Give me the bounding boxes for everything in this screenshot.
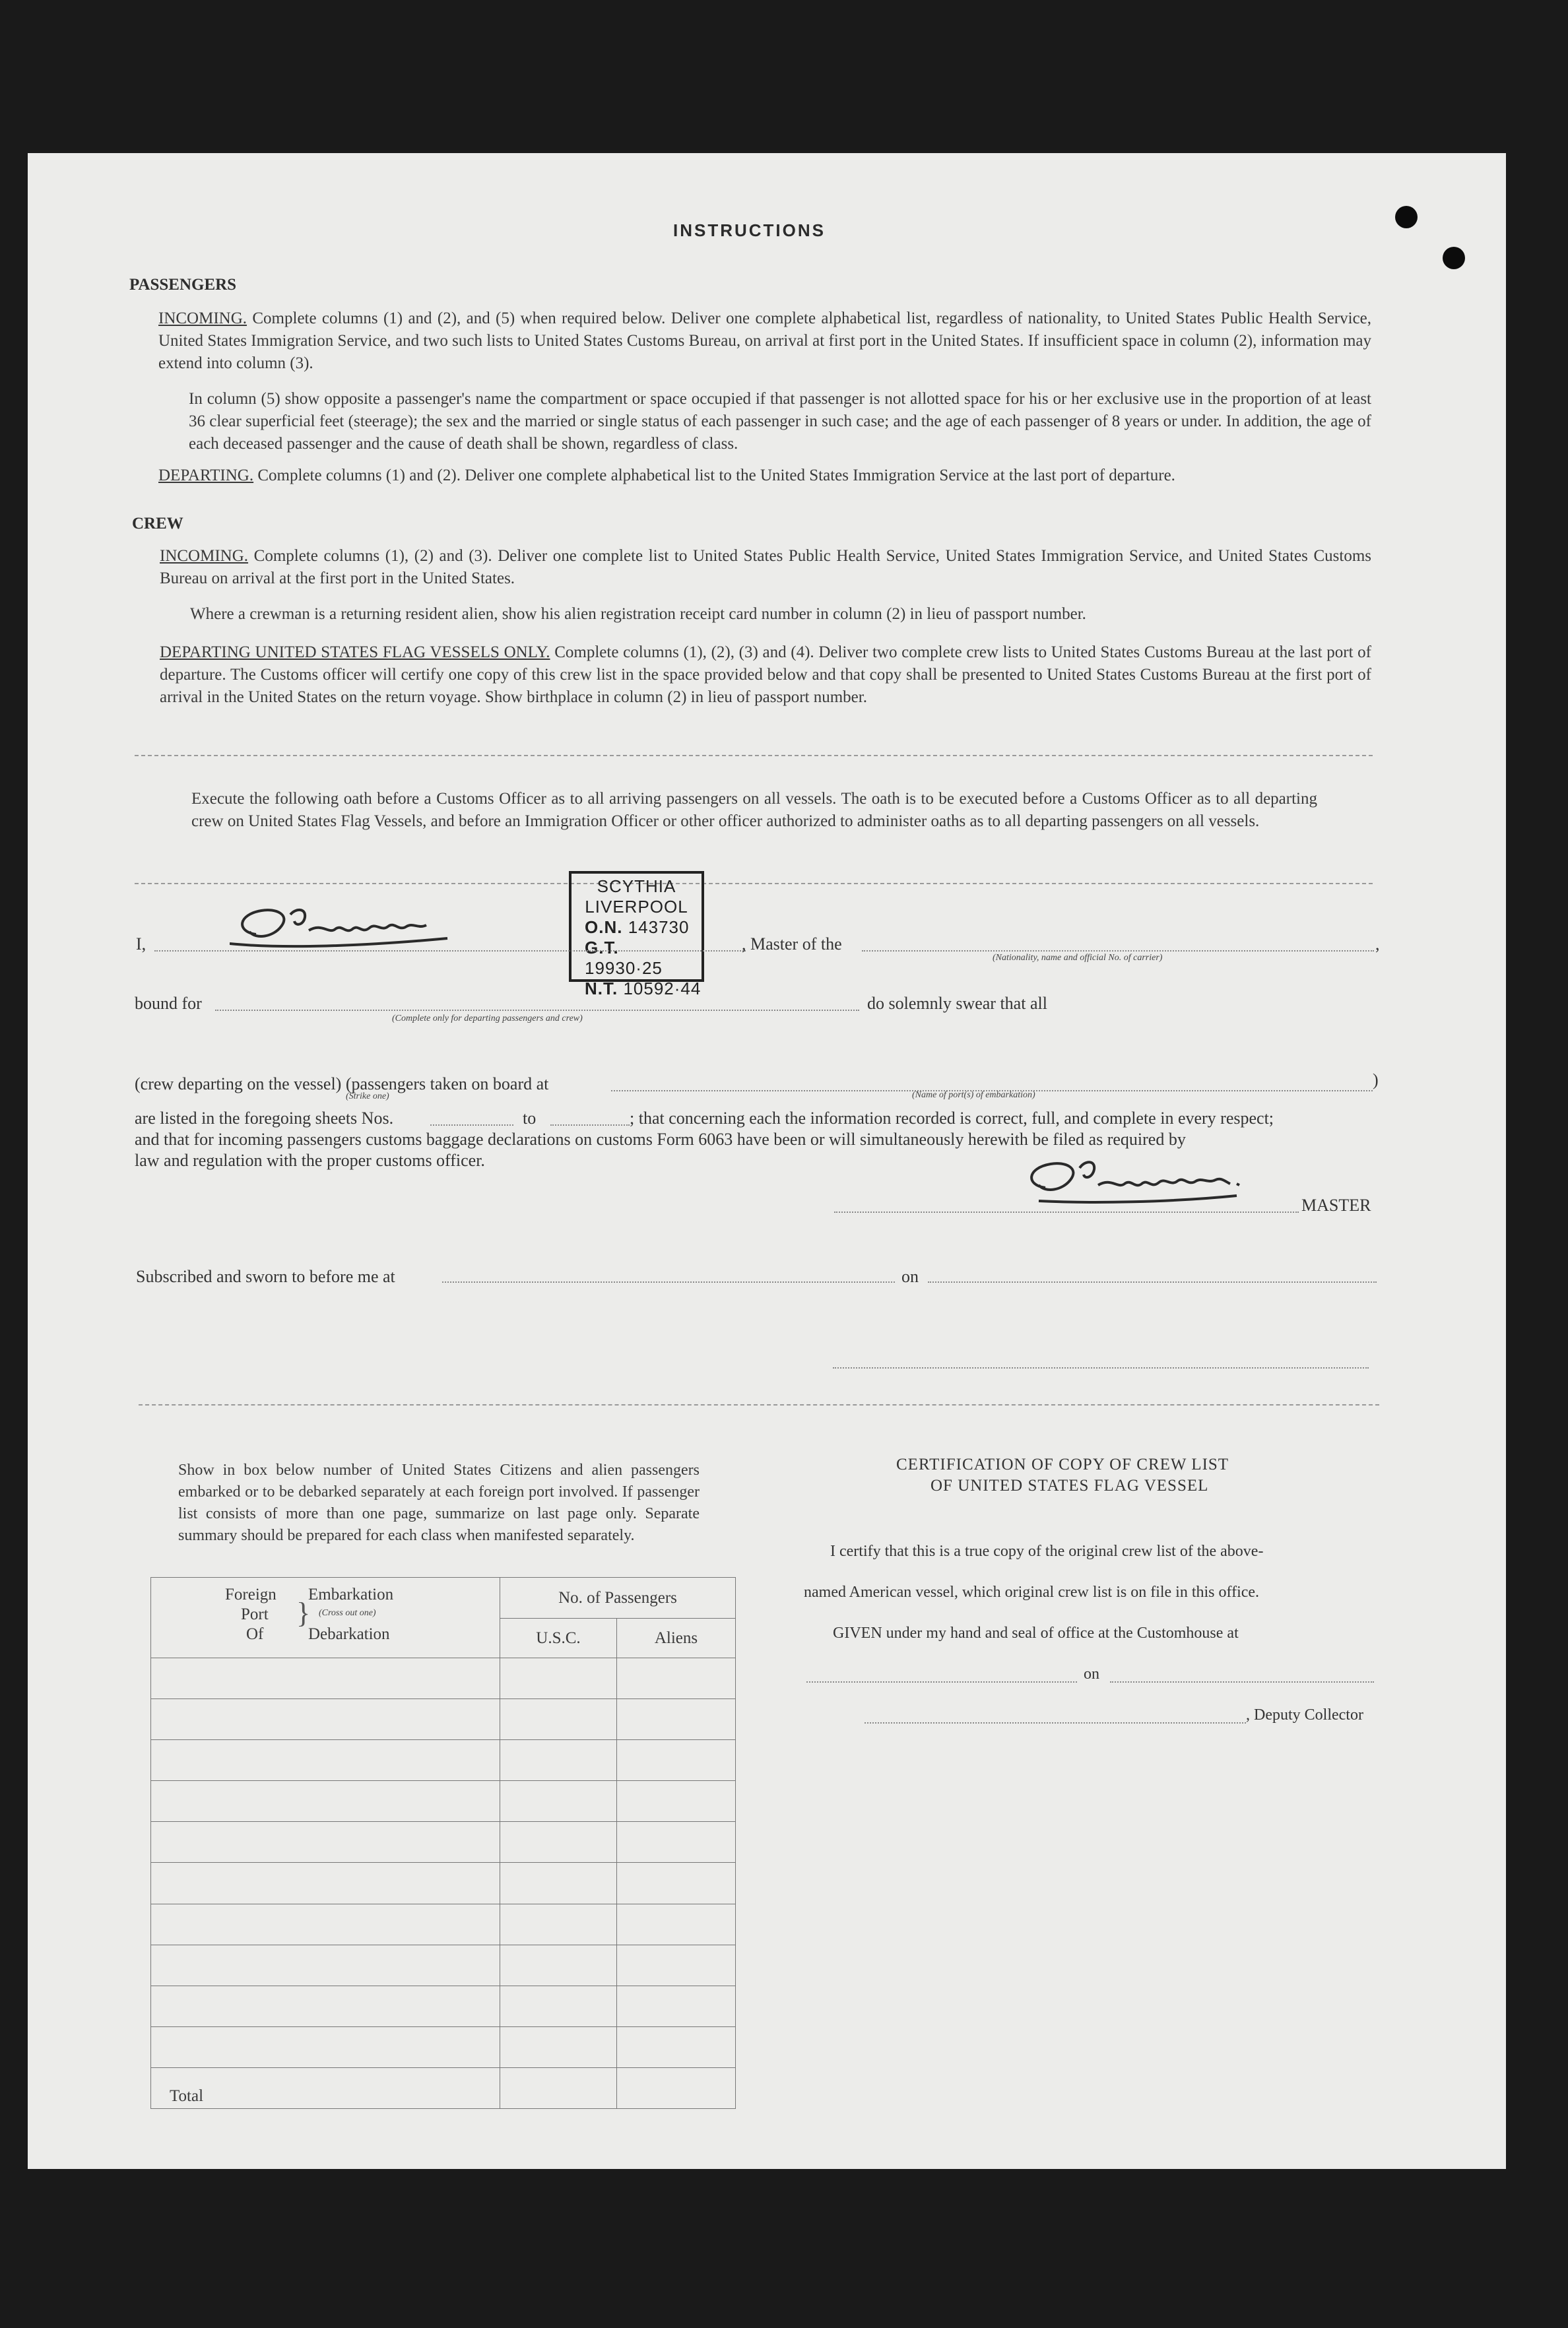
col-port: Port	[241, 1605, 269, 1623]
aliens-cell[interactable]	[617, 1740, 736, 1781]
table-row	[151, 1699, 736, 1740]
table-row	[151, 2026, 736, 2067]
usc-cell[interactable]	[500, 1863, 617, 1904]
aliens-cell[interactable]	[617, 1781, 736, 1822]
deputy-collector-signature-field[interactable]	[865, 1722, 1246, 1724]
certification-line-3: GIVEN under my hand and seal of office at the Customhouse at	[833, 1625, 1239, 1642]
port-cell[interactable]	[151, 2026, 500, 2067]
usc-cell[interactable]	[500, 1699, 617, 1740]
incoming-text: Complete columns (1) and (2), and (5) when required below. Deliver one complete alphabetical list, regardless of nationality, to United States Public Health Service, United States Immigration Service, and two such lists to United States Customs Bureau, on arrival at first port in the United States. If insufficient space in column (2), information may extend into column (3).	[158, 309, 1372, 372]
sheet-from-field[interactable]	[430, 1124, 513, 1126]
usc-cell[interactable]	[500, 1945, 617, 1986]
aliens-cell[interactable]	[617, 1699, 736, 1740]
bound-for-field[interactable]	[215, 1010, 859, 1011]
ship-registry-stamp	[569, 871, 704, 998]
table-row	[151, 1740, 736, 1781]
port-cell[interactable]	[151, 1904, 500, 1945]
aliens-cell[interactable]	[617, 1986, 736, 2026]
stamp-on-row: O.N. 143730	[585, 917, 690, 937]
bound-for-hint: (Complete only for departing passengers and crew)	[392, 1014, 583, 1023]
officer-signature-field[interactable]	[833, 1367, 1369, 1369]
stamp-ship-name: SCYTHIA	[597, 876, 676, 896]
carrier-hint: (Nationality, name and official No. of carrier)	[993, 953, 1163, 963]
col-crossout: (Cross out one)	[319, 1608, 376, 1618]
divider-2	[135, 883, 1373, 884]
certification-date-field[interactable]	[1110, 1681, 1374, 1683]
usc-cell[interactable]	[500, 1904, 617, 1945]
aliens-cell[interactable]	[617, 1658, 736, 1699]
brace-icon: }	[296, 1597, 311, 1629]
usc-cell[interactable]	[500, 1781, 617, 1822]
summary-instructions: Show in box below number of United States Citizens and alien passengers embarked or to be debarked separately at each foreign port involved. If passenger list consists of more than one page, summarize on last page only. Separate summary should be prepared for each class when manifested separately.	[178, 1462, 700, 1544]
usc-cell[interactable]	[500, 1740, 617, 1781]
sheet-to-field[interactable]	[550, 1124, 630, 1126]
declaration-line-3: law and regulation with the proper customs officer.	[135, 1151, 485, 1170]
subscribed-at-field[interactable]	[442, 1281, 895, 1283]
crew-departing-label: DEPARTING UNITED STATES FLAG VESSELS ONLY.	[160, 643, 550, 661]
punch-hole-second	[1443, 247, 1465, 269]
port-cell[interactable]	[151, 1699, 500, 1740]
subscribed-on-label: on	[901, 1267, 919, 1286]
passengers-heading: PASSENGERS	[129, 276, 237, 294]
oath-intro: Execute the following oath before a Customs Officer as to all arriving passengers on all vessels. The oath is to be executed before a Customs Officer as to all departing crew on United States Flag Vessels, and before an Immigration Officer or other officer authorized to administer oaths as to all departing passengers on all vessels.	[191, 790, 1317, 830]
usc-cell[interactable]	[500, 1822, 617, 1863]
master-of-the-label: , Master of the	[742, 934, 842, 954]
table-row	[151, 1945, 736, 1986]
aliens-cell[interactable]	[617, 1863, 736, 1904]
incoming-label: INCOMING.	[158, 309, 247, 327]
subscribed-date-field[interactable]	[928, 1281, 1377, 1283]
master-signature-1	[230, 888, 454, 959]
column5-paragraph: In column (5) show opposite a passenger's name the compartment or space occupied if that passenger is not allotted space for his or her exclusive use in the proportion of at least 36 clear superficial feet (steerage); the sex and the married or single status of each passenger in such case; and the age of each passenger of 8 years or under. In addition, the age of each deceased passenger and the cause of death shall be shown, regardless of class.	[189, 390, 1371, 453]
usc-cell[interactable]	[500, 2026, 617, 2067]
passengers-departing-paragraph	[158, 465, 1371, 487]
table-row	[151, 1904, 736, 1945]
deputy-collector-label: , Deputy Collector	[1246, 1706, 1363, 1724]
crew-departing-text: Complete columns (1), (2), (3) and (4). Deliver two complete crew lists to United States Customs Bureau at the last port of departure. The Customs officer will certify one copy of this crew list in the space provided below and that copy shall be presented to United States Customs Bureau at the first port of arrival in the United States on the return voyage. Show birthplace in column (2) in lieu of passport number.	[160, 643, 1372, 706]
departing-label: DEPARTING.	[158, 467, 254, 484]
certification-line-1: I certify that this is a true copy of the original crew list of the above-	[830, 1543, 1264, 1560]
port-cell[interactable]	[151, 1863, 500, 1904]
closing-paren: )	[1373, 1070, 1379, 1089]
declaration-line-2: and that for incoming passengers customs baggage declarations on customs Form 6063 have been or will simultaneously herewith be filed as required by	[135, 1130, 1186, 1149]
subscribed-label: Subscribed and sworn to before me at	[136, 1267, 395, 1286]
certification-line-2: named American vessel, which original crew list is on file in this office.	[804, 1584, 1260, 1601]
port-cell[interactable]	[151, 1781, 500, 1822]
instructions-title: INSTRUCTIONS	[673, 220, 826, 240]
certification-title-2: OF UNITED STATES FLAG VESSEL	[931, 1477, 1209, 1495]
port-cell[interactable]	[151, 1945, 500, 1986]
port-hint: (Name of port(s) of embarkation)	[912, 1090, 1035, 1100]
master-signature-2	[1012, 1140, 1250, 1213]
crew-incoming-paragraph	[160, 545, 1371, 590]
carrier-field-comma: ,	[1375, 934, 1380, 954]
crew-passengers-line: (crew departing on the vessel) (passengers taken on board at	[135, 1074, 549, 1093]
aliens-cell[interactable]	[617, 1945, 736, 1986]
total-usc-cell[interactable]	[500, 2067, 617, 2108]
col-usc: U.S.C.	[500, 1619, 617, 1658]
crew-departing-paragraph	[160, 641, 1371, 709]
listed-post: ; that concerning each the information recorded is correct, full, and complete in every respect;	[630, 1109, 1274, 1128]
master-signature-field[interactable]	[834, 1212, 1299, 1213]
master-label: MASTER	[1301, 1196, 1371, 1215]
listed-to: to	[523, 1109, 537, 1128]
oath-i-label: I,	[136, 934, 147, 954]
crewman-paragraph: Where a crewman is a returning resident alien, show his alien registration receipt card number in column (2) in lieu of passport number.	[190, 605, 1086, 623]
swear-label: do solemnly swear that all	[867, 994, 1047, 1013]
punch-hole-top	[1395, 206, 1418, 228]
passengers-incoming-paragraph	[158, 307, 1371, 375]
table-row	[151, 1781, 736, 1822]
crew-incoming-text: Complete columns (1), (2) and (3). Deliver one complete list to United States Public Health Service, United States Immigration Service, and United States Customs Bureau on arrival at the first port in the United States.	[160, 547, 1372, 587]
total-aliens-cell[interactable]	[617, 2067, 736, 2108]
port-cell[interactable]	[151, 1658, 500, 1699]
port-header-cell	[151, 1578, 500, 1658]
strike-one-hint: (Strike one)	[346, 1091, 389, 1101]
departing-text: Complete columns (1) and (2). Deliver one complete alphabetical list to the United States Immigration Service at the last port of departure.	[257, 467, 1175, 484]
crew-incoming-label: INCOMING.	[160, 547, 249, 565]
table-row	[151, 1822, 736, 1863]
col-passengers: No. of Passengers	[500, 1578, 736, 1619]
bound-for-label: bound for	[135, 994, 202, 1013]
col-foreign: Foreign	[225, 1586, 277, 1603]
total-label: Total	[151, 2067, 500, 2108]
divider-3	[139, 1404, 1379, 1406]
port-cell[interactable]	[151, 1986, 500, 2026]
port-cell[interactable]	[151, 1740, 500, 1781]
passenger-summary-table	[150, 1577, 736, 2109]
col-aliens: Aliens	[617, 1619, 736, 1658]
col-embarkation: Embarkation	[308, 1586, 394, 1603]
divider-1	[135, 755, 1373, 756]
stamp-gt-row: G.T. 19930·25	[585, 938, 663, 978]
total-row	[151, 2067, 736, 2108]
port-cell[interactable]	[151, 1822, 500, 1863]
stamp-port: LIVERPOOL	[585, 897, 688, 917]
certification-on-label: on	[1084, 1665, 1099, 1683]
aliens-cell[interactable]	[617, 1904, 736, 1945]
aliens-cell[interactable]	[617, 1822, 736, 1863]
carrier-field[interactable]	[862, 950, 1374, 952]
table-row	[151, 1863, 736, 1904]
aliens-cell[interactable]	[617, 2026, 736, 2067]
col-debarkation: Debarkation	[308, 1625, 390, 1643]
crew-heading: CREW	[132, 515, 183, 533]
certification-title-1: CERTIFICATION OF COPY OF CREW LIST	[896, 1456, 1229, 1473]
usc-cell[interactable]	[500, 1658, 617, 1699]
customhouse-field[interactable]	[806, 1681, 1077, 1683]
col-of: Of	[246, 1625, 264, 1643]
table-row	[151, 1658, 736, 1699]
table-row	[151, 1986, 736, 2026]
usc-cell[interactable]	[500, 1986, 617, 2026]
stamp-nt-row: N.T. 10592·44	[585, 979, 702, 998]
listed-pre: are listed in the foregoing sheets Nos.	[135, 1109, 394, 1128]
